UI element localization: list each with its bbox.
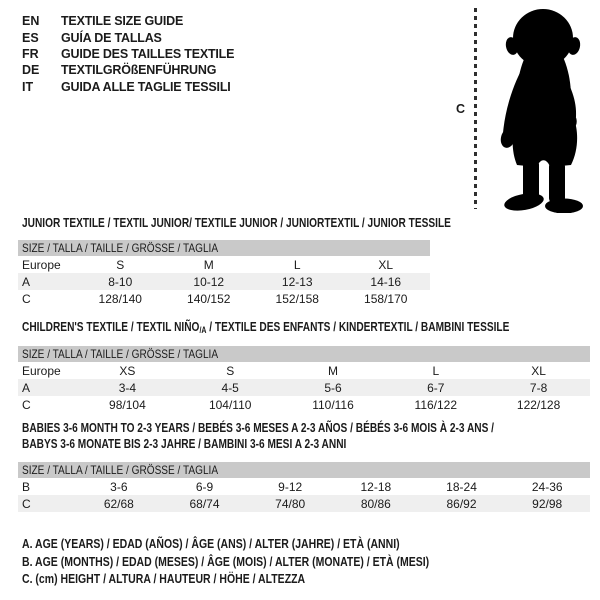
size-cell: 158/170 bbox=[364, 291, 408, 306]
size-header-label: SIZE / TALLA / TAILLE / GRÖSSE / TAGLIA bbox=[22, 241, 219, 255]
size-cell: XS bbox=[119, 363, 136, 378]
row-label: Europe bbox=[22, 363, 61, 378]
size-cell: 80/86 bbox=[360, 496, 391, 511]
size-cell: 68/74 bbox=[189, 496, 220, 511]
size-cell: 152/158 bbox=[275, 291, 319, 306]
children-title-subscript: /A bbox=[199, 325, 207, 335]
junior-table-title: JUNIOR TEXTILE / TEXTIL JUNIOR/ TEXTILE JUNIOR / JUNIORTEXTIL / JUNIOR TESSILE bbox=[22, 215, 451, 230]
language-code: FR bbox=[22, 46, 39, 61]
language-code: IT bbox=[22, 79, 34, 94]
children-title-text: CHILDREN'S TEXTILE / TEXTIL NIÑO bbox=[22, 319, 200, 334]
row-label: C bbox=[22, 397, 31, 412]
language-row-en bbox=[22, 13, 234, 29]
size-cell: L bbox=[293, 257, 301, 272]
baby-silhouette-icon bbox=[487, 5, 595, 213]
size-cell: 3-4 bbox=[118, 380, 137, 395]
size-cell: 6-7 bbox=[427, 380, 445, 395]
size-cell: 9-12 bbox=[278, 479, 303, 494]
size-cell: 92/98 bbox=[532, 496, 563, 511]
table-row-europe bbox=[18, 256, 430, 273]
size-cell: 12-18 bbox=[360, 479, 392, 494]
size-cell: L bbox=[432, 363, 440, 378]
row-label: B bbox=[22, 479, 31, 494]
language-code: EN bbox=[22, 14, 40, 29]
size-cell: S bbox=[226, 363, 235, 378]
table-row-height bbox=[18, 495, 590, 512]
language-row-fr bbox=[22, 46, 234, 62]
children-title-text: / TEXTILE DES ENFANTS / KINDERTEXTIL / BAMBINI TESSILE bbox=[206, 319, 510, 334]
size-cell: 3-6 bbox=[110, 479, 128, 494]
junior-size-table bbox=[18, 240, 430, 307]
language-title: TEXTILE SIZE GUIDE bbox=[61, 14, 184, 29]
size-header-bar bbox=[18, 462, 590, 478]
note-text: A. AGE (YEARS) / EDAD (AÑOS) / ÂGE (ANS) / ALTER (JAHRE) / ETÀ (ANNI) bbox=[22, 537, 400, 551]
size-cell: XL bbox=[531, 363, 546, 378]
table-row-height bbox=[18, 290, 430, 307]
size-cell: S bbox=[116, 257, 125, 272]
note-text: B. AGE (MONTHS) / EDAD (MESES) / ÂGE (MOIS) / ALTER (MONATE) / ETÀ (MESI) bbox=[22, 554, 430, 569]
size-cell: 140/152 bbox=[187, 291, 231, 306]
size-cell: 14-16 bbox=[370, 274, 402, 289]
language-title: GUIDE DES TAILLES TEXTILE bbox=[61, 46, 235, 61]
size-cell: 6-9 bbox=[195, 479, 214, 494]
language-title: GUÍA DE TALLAS bbox=[61, 30, 162, 45]
babies-table-title-line2: BABYS 3-6 MONATE BIS 2-3 JAHRE / BAMBINI 3-6 MESI A 2-3 ANNI bbox=[22, 436, 347, 451]
size-cell: 62/68 bbox=[103, 496, 134, 511]
size-cell: 104/110 bbox=[208, 397, 252, 412]
note-age-months bbox=[22, 555, 507, 573]
legend-notes bbox=[22, 537, 507, 590]
row-label: Europe bbox=[22, 257, 61, 272]
height-label: C bbox=[456, 102, 466, 116]
size-cell: 12-13 bbox=[281, 274, 313, 289]
language-title: GUIDA ALLE TAGLIE TESSILI bbox=[61, 79, 231, 94]
children-size-table bbox=[18, 346, 590, 413]
size-cell: 4-5 bbox=[221, 380, 239, 395]
note-text: C. (cm) HEIGHT / ALTURA / HAUTEUR / HÖHE / ALTEZZA bbox=[22, 572, 306, 587]
size-cell: 110/116 bbox=[312, 397, 354, 412]
row-label: C bbox=[22, 291, 31, 306]
size-cell: 98/104 bbox=[109, 397, 146, 412]
table-row-height bbox=[18, 396, 590, 413]
size-cell: 18-24 bbox=[446, 479, 477, 494]
row-label: A bbox=[22, 274, 31, 289]
size-cell: 7-8 bbox=[529, 380, 548, 395]
size-cell: M bbox=[203, 257, 214, 272]
language-title-list bbox=[22, 13, 234, 95]
table-row-age bbox=[18, 379, 590, 396]
size-header-label: SIZE / TALLA / TAILLE / GRÖSSE / TAGLIA bbox=[22, 463, 219, 477]
language-row-it bbox=[22, 79, 234, 95]
size-cell: 86/92 bbox=[446, 496, 477, 511]
language-row-de bbox=[22, 62, 234, 78]
size-header-bar bbox=[18, 346, 590, 362]
language-row-es bbox=[22, 29, 234, 45]
language-title: TEXTILGRÖßENFÜHRUNG bbox=[61, 63, 217, 78]
size-cell: M bbox=[327, 363, 338, 378]
language-code: ES bbox=[22, 30, 39, 45]
row-label: C bbox=[22, 496, 31, 511]
size-header-label: SIZE / TALLA / TAILLE / GRÖSSE / TAGLIA bbox=[22, 347, 219, 361]
size-cell: 122/128 bbox=[516, 397, 561, 412]
size-cell: 5-6 bbox=[324, 380, 342, 395]
size-cell: 74/80 bbox=[275, 496, 306, 511]
babies-table-title-line1: BABIES 3-6 MONTH TO 2-3 YEARS / BEBÉS 3-6 MESES A 2-3 AÑOS / BÉBÉS 3-6 MOIS À 2-3 ANS / bbox=[22, 420, 494, 435]
note-height-cm bbox=[22, 572, 507, 590]
table-row-months bbox=[18, 478, 590, 495]
table-row-europe bbox=[18, 362, 590, 379]
size-cell: 128/140 bbox=[98, 291, 142, 306]
size-cell: XL bbox=[378, 257, 394, 272]
note-age-years bbox=[22, 537, 507, 555]
size-cell: 116/122 bbox=[414, 397, 458, 412]
babies-size-table bbox=[18, 462, 590, 512]
height-dashed-line bbox=[474, 8, 477, 209]
table-row-age bbox=[18, 273, 430, 290]
size-header-bar bbox=[18, 240, 430, 256]
size-cell: 8-10 bbox=[108, 274, 133, 289]
row-label: A bbox=[22, 380, 31, 395]
size-cell: 24-36 bbox=[531, 479, 563, 494]
language-code: DE bbox=[22, 63, 40, 78]
size-cell: 10-12 bbox=[193, 274, 225, 289]
children-table-title bbox=[22, 319, 509, 335]
